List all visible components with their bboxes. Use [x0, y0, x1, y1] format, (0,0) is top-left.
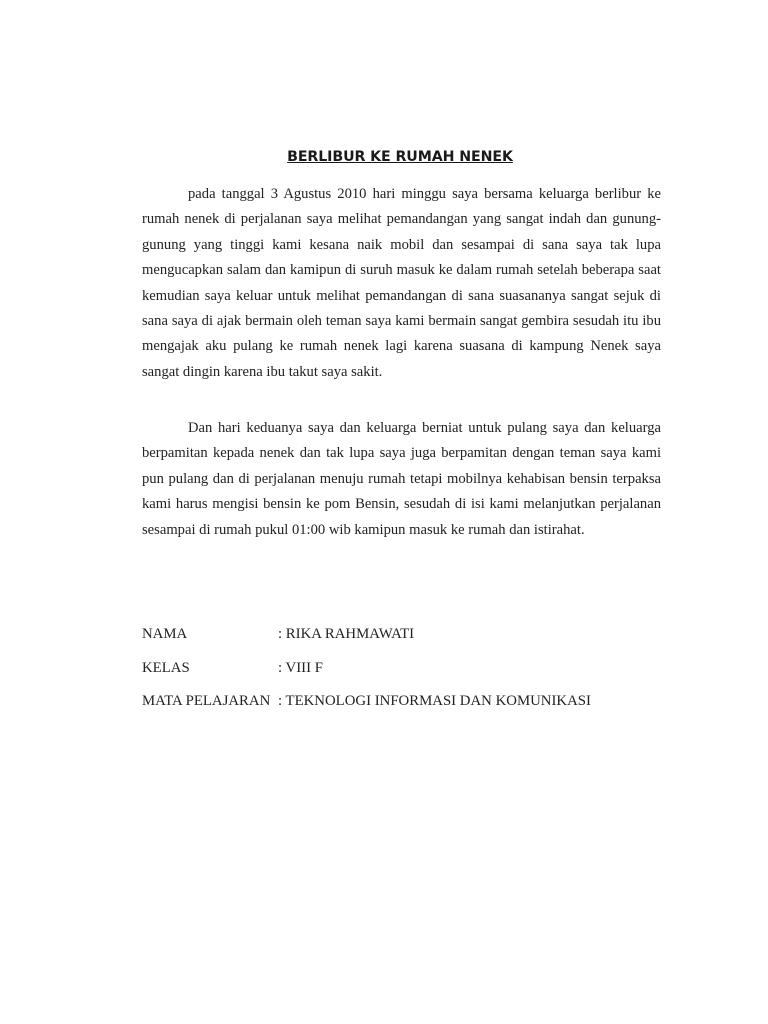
kelas-value: : VIII F [278, 660, 323, 676]
paragraph-2: Dan hari keduanya saya dan keluarga berniat untuk pulang saya dan keluarga berpamitan kepada nenek dan tak lupa saya juga berpamitan dengan teman saya kami pun pulang dan di perjalanan menuju rumah tetapi mobilnya kehabisan bensin terpaksa kami harus mengisi bensin ke pom Bensin, sesudah di isi kami melanjutkan perjalanan sesampai di rumah pukul 01:00 wib kamipun masuk ke rumah dan istirahat. [142, 420, 661, 538]
info-row-nama [142, 626, 414, 643]
mapel-value: : TEKNOLOGI INFORMASI DAN KOMUNIKASI [278, 693, 591, 709]
nama-value: : RIKA RAHMAWATI [278, 626, 415, 642]
kelas-label: KELAS [142, 660, 190, 676]
paragraph-2-block [142, 416, 661, 543]
nama-label: NAMA [142, 626, 188, 642]
paragraph-1: pada tanggal 3 Agustus 2010 hari minggu saya bersama keluarga berlibur ke rumah nenek di perjalanan saya melihat pemandangan yang sangat indah dan gunung-gunung yang tinggi kami kesana naik mobil dan sesampai di sana saya tak lupa mengucapkan salam dan kamipun di suruh masuk ke dalam rumah setelah beberapa saat kemudian saya keluar untuk melihat pemandangan di sana suasananya sangat sejuk di sana saya di ajak bermain oleh teman saya kami bermain sangat gembira sesudah itu ibu mengajak aku pulang ke rumah nenek lagi karena suasana di kampung Nenek saya sangat dingin karena ibu takut saya sakit. [142, 186, 661, 380]
info-row-kelas [142, 660, 323, 677]
document-title: BERLIBUR KE RUMAH NENEK [287, 149, 513, 165]
paragraph-1-block [142, 182, 661, 385]
info-row-mata-pelajaran [142, 693, 591, 710]
mapel-label: MATA PELAJARAN [142, 693, 271, 709]
